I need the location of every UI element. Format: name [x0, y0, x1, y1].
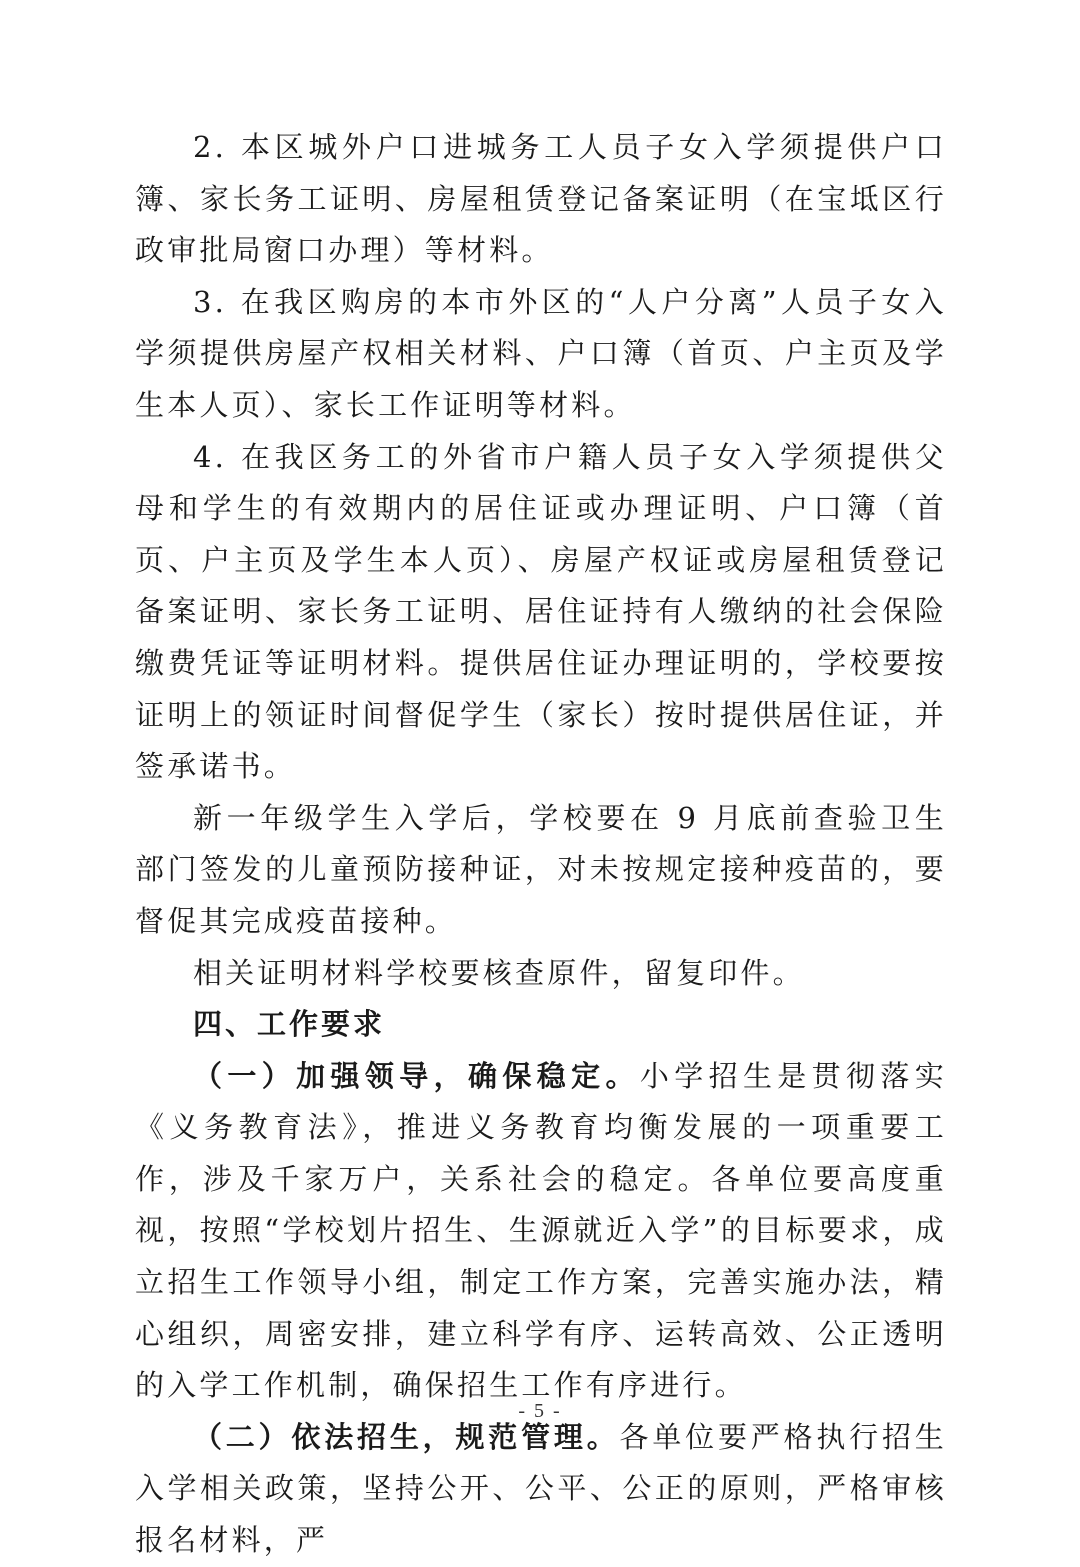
document-page [135, 122, 947, 1567]
paragraph-item-4: 4. 在我区务工的外省市户籍人员子女入学须提供父母和学生的有效期内的居住证或办理证明、户口簿（首页、户主页及学生本人页）、房屋产权证或房屋租赁登记备案证明、家长务工证明、居住证持有人缴纳的社会保险缴费凭证等证明材料。提供居住证办理证明的，学校要按证明上的领证时间督促学生（家长）按时提供居住证，并签承诺书。 [135, 439, 947, 784]
requirement-leadership-body: 小学招生是贯彻落实《义务教育法》，推进义务教育均衡发展的一项重要工作，涉及千家万户，关系社会的稳定。各单位要高度重视，按照“学校划片招生、生源就近入学”的目标要求，成立招生工作领导小组，制定工作方案，完善实施办法，精心组织，周密安排，建立科学有序、运转高效、公正透明的入学工作机制，确保招生工作有序进行。 [135, 1058, 947, 1403]
paragraph-vaccination: 新一年级学生入学后，学校要在 9 月底前查验卫生部门签发的儿童预防接种证，对未按规定接种疫苗的，要督促其完成疫苗接种。 [135, 800, 947, 938]
requirement-lawful-enrollment [135, 1412, 947, 1567]
requirement-lawful-enrollment-title: （二）依法招生，规范管理。 [193, 1419, 620, 1454]
requirement-leadership-title: （一）加强领导，确保稳定。 [193, 1058, 640, 1093]
page-number: - 5 - [518, 1400, 562, 1422]
paragraph-item-2: 2. 本区城外户口进城务工人员子女入学须提供户口簿、家长务工证明、房屋租赁登记备案证明（在宝坻区行政审批局窗口办理）等材料。 [135, 130, 947, 268]
paragraph-materials-check: 相关证明材料学校要核查原件，留复印件。 [193, 955, 805, 990]
paragraph-item-3: 3. 在我区购房的本市外区的“人户分离”人员子女入学须提供房屋产权相关材料、户口簿（首页、户主页及学生本人页）、家长工作证明等材料。 [135, 284, 947, 422]
requirement-lawful-enrollment-body: 各单位要严格执行招生入学相关政策，坚持公开、公平、公正的原则，严格审核报名材料，严 [135, 1419, 947, 1558]
section-heading-work-requirements: 四、工作要求 [193, 1007, 386, 1042]
requirement-leadership [135, 1051, 947, 1412]
